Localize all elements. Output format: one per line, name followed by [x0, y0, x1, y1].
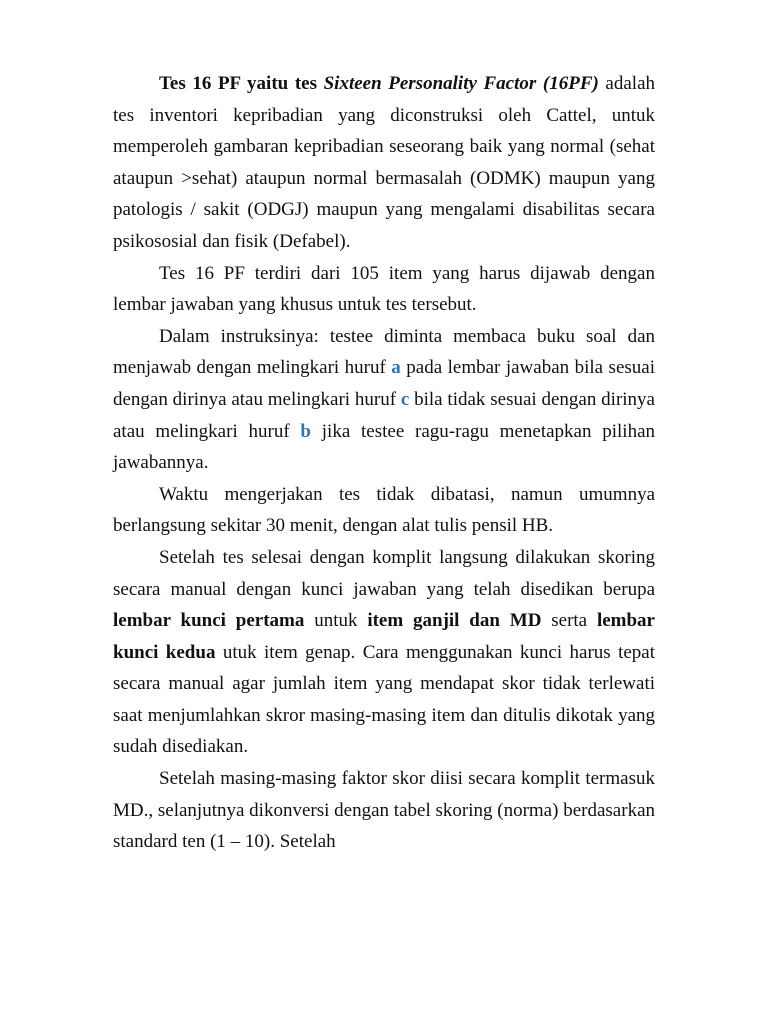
answer-letter-a: a [391, 357, 401, 379]
paragraph-instructions [113, 321, 655, 479]
paragraph-scoring [113, 542, 655, 763]
text-run-italic-term: Sixteen Personality Factor (16PF) [323, 73, 599, 94]
document-page [113, 68, 655, 858]
paragraph-intro [113, 68, 655, 258]
text-run: untuk [304, 610, 368, 632]
answer-letter-c: c [400, 388, 410, 410]
text-run: adalah tes inventori kepribadian yang diconstruksi oleh Cattel, untuk memperoleh gambaran kepribadian seseorang baik yang normal (sehat ataupun >sehat) ataupun normal bermasalah (ODMK) maupun yang patologis / sakit (ODGJ) maupun yang mengalami disabilitas secara psikososial dan fisik (Defabel). [113, 73, 656, 252]
paragraph-item-count [113, 258, 655, 321]
text-run-bold: lembar kunci kedua [113, 610, 655, 663]
text-run: Dalam instruksinya: testee diminta membaca buku soal dan menjawab dengan melingkari huruf [113, 325, 655, 379]
text-run: jika testee ragu-ragu menetapkan pilihan jawabannya. [113, 420, 655, 474]
text-run: Tes 16 PF terdiri dari 105 item yang harus dijawab dengan lembar jawaban yang khusus untuk tes tersebut. [113, 262, 655, 316]
text-run: Setelah tes selesai dengan komplit langsung dilakukan skoring secara manual dengan kunci jawaban yang telah disedikan berupa [113, 546, 655, 600]
text-run-bold: item ganjil dan MD [367, 610, 542, 632]
text-run: utuk item genap. Cara menggunakan kunci harus tepat secara manual agar jumlah item yang mendapat skor tidak terlewati saat menjumlahkan skror masing-masing item dan ditulis dikotak yang sudah disediakan. [113, 641, 656, 758]
text-run: pada lembar jawaban bila sesuai dengan dirinya atau melingkari huruf [113, 357, 655, 410]
text-run: Waktu mengerjakan tes tidak dibatasi, namun umumnya berlangsung sekitar 30 menit, dengan alat tulis pensil HB. [113, 483, 655, 537]
text-run: bila tidak sesuai dengan dirinya atau melingkari huruf [113, 388, 655, 442]
text-run: Tes 16 PF yaitu tes [159, 73, 324, 94]
text-run: Setelah masing-masing faktor skor diisi secara komplit termasuk MD., selanjutnya dikonversi dengan tabel skoring (norma) berdasarkan standard ten (1 – 10). Setelah [113, 768, 655, 853]
paragraph-duration [113, 479, 655, 542]
text-run: serta [541, 610, 597, 632]
answer-letter-b: b [300, 420, 311, 442]
text-run-bold: lembar kunci pertama [113, 610, 305, 632]
paragraph-conversion [113, 763, 655, 858]
